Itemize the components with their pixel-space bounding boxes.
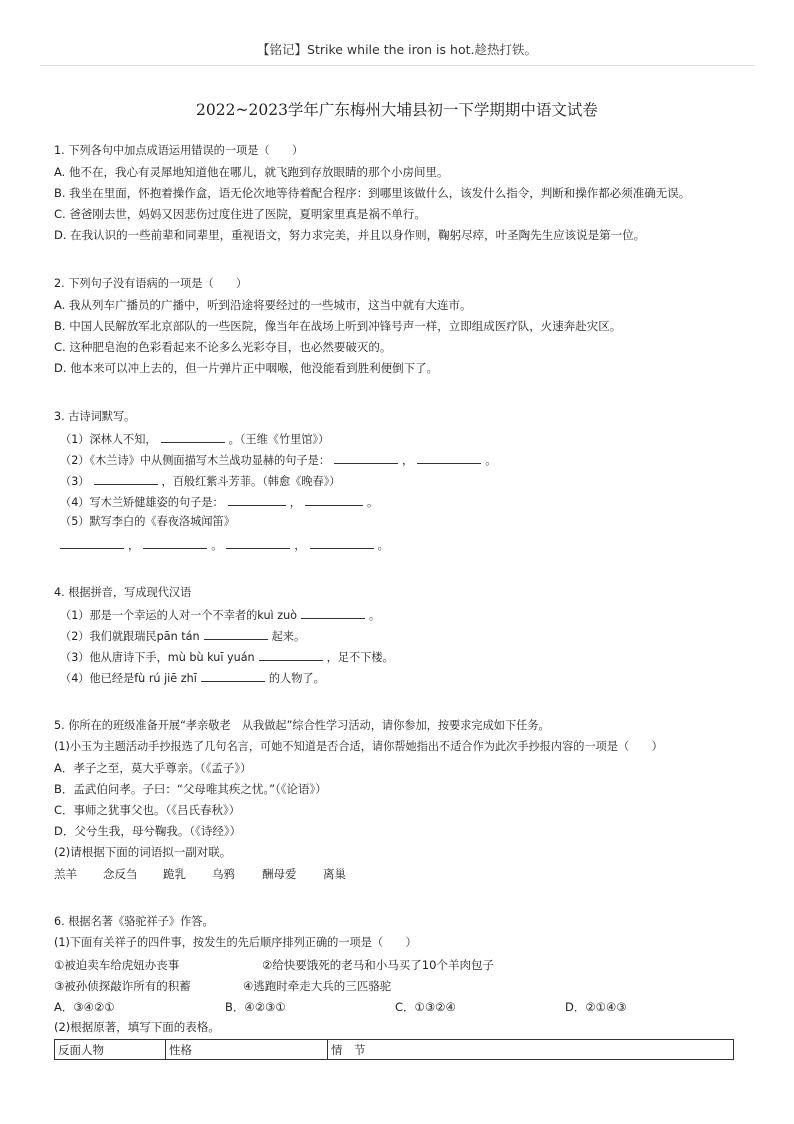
couplet-word: 羔羊: [54, 867, 77, 881]
couplet-word: 跪乳: [163, 867, 186, 881]
q5-option-b: B．孟武伯问孝。子曰：“父母唯其疾之忧。”（《论语》）: [54, 782, 327, 796]
q3-line-5: （5）默写李白的《春夜洛城闻笛》: [60, 515, 235, 528]
character-table: [54, 1039, 734, 1060]
q5-sub1: (1)小玉为主题活动手抄报选了几句名言，可她不知道是否合适，请你帮她指出不适合作为此次手抄报内容的一项是（ ）: [54, 740, 663, 753]
q3-line-6: ， 。 ， 。: [60, 537, 389, 553]
table-header-cell: 性格: [166, 1040, 328, 1060]
q1-option-a: A. 他不在，我心有灵犀地知道他在哪儿，就飞跑到存放眼睛的那个小房间里。: [54, 165, 449, 179]
q3-line-4: （4）写木兰矫健雄姿的句子是： ， 。: [60, 496, 379, 509]
table-header-cell: 反面人物: [55, 1040, 166, 1060]
couplet-word: 离巢: [323, 867, 346, 881]
q6-option-a: A．③④②①: [54, 1000, 115, 1014]
q6-stem: 6. 根据名著《骆驼祥子》作答。: [54, 915, 214, 928]
q4-line-3: （3）他从唐诗下手，mù bù kuī yuán ，足不下楼。: [60, 651, 394, 664]
q3-line-2: （2）《木兰诗》中从侧面描写木兰战功显赫的句子是： ， 。: [60, 454, 497, 467]
q4-line-1: （1）那是一个幸运的人对一个不幸者的kuì zuò 。: [60, 609, 381, 622]
q5-sub2: (2)请根据下面的词语拟一副对联。: [54, 845, 232, 859]
q2-stem: 2. 下列句子没有语病的一项是（ ）: [54, 277, 248, 290]
header-motto: 【铭记】Strike while the iron is hot.趁热打铁。: [257, 42, 537, 57]
answer-blank[interactable]: [60, 537, 124, 549]
q6-option-c: C．①③②④: [395, 1000, 456, 1014]
answer-blank[interactable]: [259, 649, 323, 661]
answer-blank[interactable]: [143, 537, 207, 549]
answer-blank[interactable]: [161, 431, 225, 443]
q6-sub2: (2)根据原著，填写下面的表格。: [54, 1020, 220, 1034]
q2-option-c: C. 这种肥皂泡的色彩看起来不论多么光彩夺目，也必然要破灭的。: [54, 340, 392, 354]
q2-option-a: A. 我从列车广播员的广播中，听到沿途将要经过的一些城市，这当中就有大连市。: [54, 298, 472, 312]
answer-blank[interactable]: [226, 537, 290, 549]
q4-line-2: （2）我们就跟瑞民pān tán 起来。: [60, 630, 306, 643]
q6-option-d: D．②①④③: [565, 1000, 627, 1014]
q2-option-d: D. 他本来可以冲上去的，但一片弹片正中咽喉，他没能看到胜利便倒下了。: [54, 361, 439, 375]
q5-option-c: C．事师之犹事父也。（《吕氏春秋》）: [54, 803, 241, 817]
answer-blank[interactable]: [305, 494, 363, 506]
q3-stem: 3. 古诗词默写。: [54, 410, 136, 423]
q6-event-1: ①被迫卖车给虎妞办丧事: [54, 958, 180, 972]
answer-blank[interactable]: [310, 537, 374, 549]
q6-event-4: ④逃跑时牵走大兵的三匹骆驼: [243, 979, 392, 993]
q3-line-3: （3） ，百般红紫斗芳菲。（韩愈《晚春》）: [60, 475, 341, 488]
q1-stem: 1. 下列各句中加点成语运用错误的一项是（ ）: [54, 144, 304, 157]
couplet-word: 酬母爱: [262, 867, 297, 881]
answer-blank[interactable]: [334, 452, 398, 464]
table-header-cell: 情 节: [328, 1040, 734, 1060]
table-row: [55, 1040, 734, 1060]
answer-blank[interactable]: [94, 473, 158, 485]
answer-blank[interactable]: [201, 670, 265, 682]
q5-option-d: D．父兮生我，母兮鞠我。（《诗经》）: [54, 824, 242, 838]
answer-blank[interactable]: [204, 628, 268, 640]
q5-stem: 5. 你所在的班级准备开展“孝亲敬老 从我做起”综合性学习活动，请你参加，按要求完成如下任务。: [54, 719, 550, 732]
page-title: 2022~2023学年广东梅州大埔县初一下学期期中语文试卷: [196, 101, 598, 119]
answer-blank[interactable]: [417, 452, 481, 464]
q1-option-c: C. 爸爸刚去世，妈妈又因悲伤过度住进了医院，夏明家里真是祸不单行。: [54, 207, 426, 221]
answer-blank[interactable]: [228, 494, 286, 506]
couplet-word: 乌鸦: [212, 867, 235, 881]
q6-sub1: (1)下面有关祥子的四件事，按发生的先后顺序排列正确的一项是（ ）: [54, 936, 417, 949]
couplet-word: 念反刍: [103, 867, 138, 881]
q4-stem: 4. 根据拼音，写成现代汉语: [54, 586, 192, 599]
q6-option-b: B．④②③①: [225, 1000, 286, 1014]
q1-option-b: B. 我坐在里面，怀抱着操作盒，语无伦次地等待着配合程序：到哪里该做什么，该发什么指令，判断和操作都必须准确无误。: [54, 186, 691, 200]
q4-line-4: （4）他已经是fù rú jiē zhī 的人物了。: [60, 672, 325, 685]
q3-line-1: （1）深林人不知， 。（王维《竹里馆》）: [60, 433, 330, 446]
q6-event-3: ③被孙侦探敲诈所有的积蓄: [54, 979, 191, 993]
q2-option-b: B. 中国人民解放军北京部队的一些医院，像当年在战场上听到冲锋号声一样，立即组成医疗队，火速奔赴灾区。: [54, 319, 622, 333]
q5-option-a: A．孝子之至，莫大乎尊亲。（《孟子》）: [54, 761, 252, 775]
answer-blank[interactable]: [301, 607, 365, 619]
q1-option-d: D. 在我认识的一些前辈和同辈里，重视语文，努力求完美，并且以身作则，鞠躬尽瘁，叶圣陶先生应该说是第一位。: [54, 228, 646, 242]
header-divider: [40, 65, 754, 66]
q6-event-2: ②给快要饿死的老马和小马买了10个羊肉包子: [262, 958, 494, 972]
